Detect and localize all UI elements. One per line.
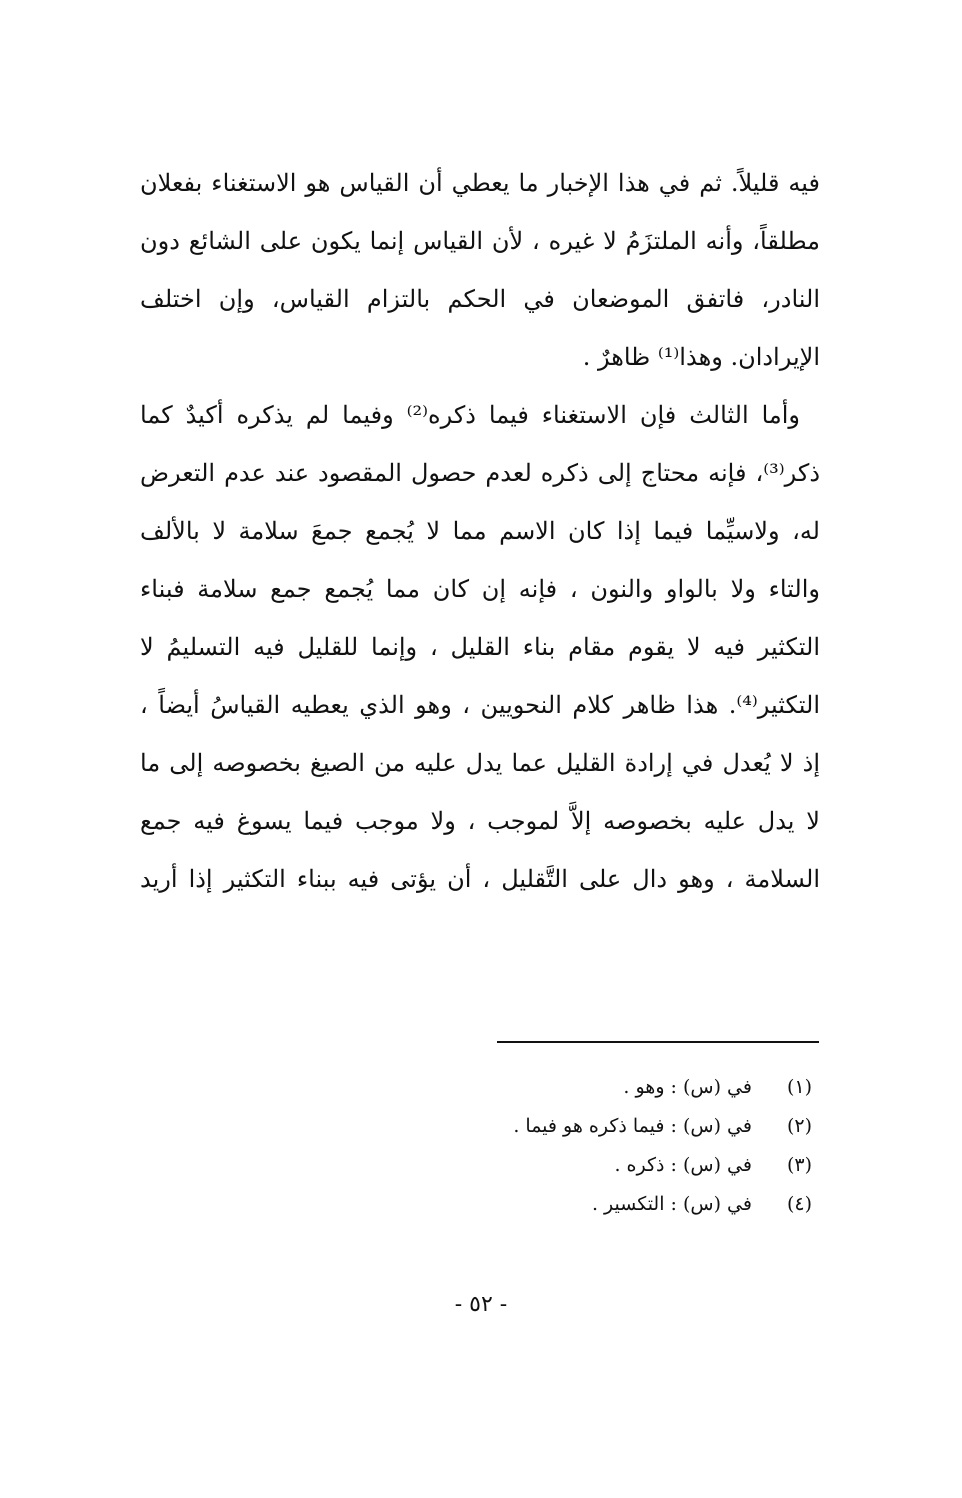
text-line: فيه قليلاً. ثم في هذا الإخبار ما يعطي أن القياس هو الاستغناء بفعلان [140,169,820,197]
footnote-text: في (س) : فيما ذكره هو فيما . [513,1115,752,1137]
footnote-item [392,1068,812,1107]
text-line: إذ لا يُعدل في إرادة القليل عما يدل عليه من الصيغ بخصوصه إلى ما [140,749,820,777]
footnote-text: في (س) : ذكره . [614,1154,752,1176]
footnote-item [392,1146,812,1185]
text-line: الإيرادان. وهذا⁽¹⁾ ظاهرٌ . [582,343,820,371]
text-line: التكثير فيه لا يقوم مقام بناء القليل ، وإنما للقليل فيه التسليمُ لا [140,633,820,661]
text-line: والتاء ولا بالواو والنون ، فإنه إن كان مما يُجمع جمع سلامة فبناء [140,575,820,603]
page-number: - ٥٢ - [454,1292,508,1317]
footnote-item [392,1107,812,1146]
footnote-number: (١) [786,1076,812,1098]
footnote-number: (٣) [786,1154,812,1176]
text-line: له، ولاسيِّما فيما إذا كان الاسم مما لا يُجمع جمعَ سلامة لا بالألف [140,517,820,545]
text-line: النادر، فاتفق الموضعان في الحكم بالتزام القياس، وإن اختلف [140,285,820,313]
text-line: وأما الثالث فإن الاستغناء فيما ذكره⁽²⁾ وفيما لم يذكره أكيدٌ كما [140,401,801,429]
main-text [140,154,820,908]
text-line: التكثير⁽⁴⁾. هذا ظاهر كلام النحويين ، وهو الذي يعطيه القياسُ أيضاً ، [140,691,820,719]
footnotes [392,1068,812,1224]
footnote-number: (٤) [786,1193,812,1215]
text-line: ذكر⁽³⁾، فإنه محتاج إلى ذكره لعدم حصول المقصود عند عدم التعرض [140,459,820,487]
footnote-item [392,1185,812,1224]
text-line: السلامة ، وهو دال على التَّقليل ، أن يؤتى فيه ببناء التكثير إذا أريد [140,865,820,893]
footnote-number: (٢) [786,1115,812,1137]
footnote-separator [497,1041,819,1043]
text-line: لا يدل عليه بخصوصه إلاَّ لموجب ، ولا موجب فيما يسوغ فيه جمع [140,807,820,835]
footnote-text: في (س) : وهو . [623,1076,752,1098]
text-line: مطلقاً، وأنه الملتزَمُ لا غيره ، لأن القياس إنما يكون على الشائع دون [140,227,820,255]
footnote-text: في (س) : التكسير . [591,1193,752,1215]
